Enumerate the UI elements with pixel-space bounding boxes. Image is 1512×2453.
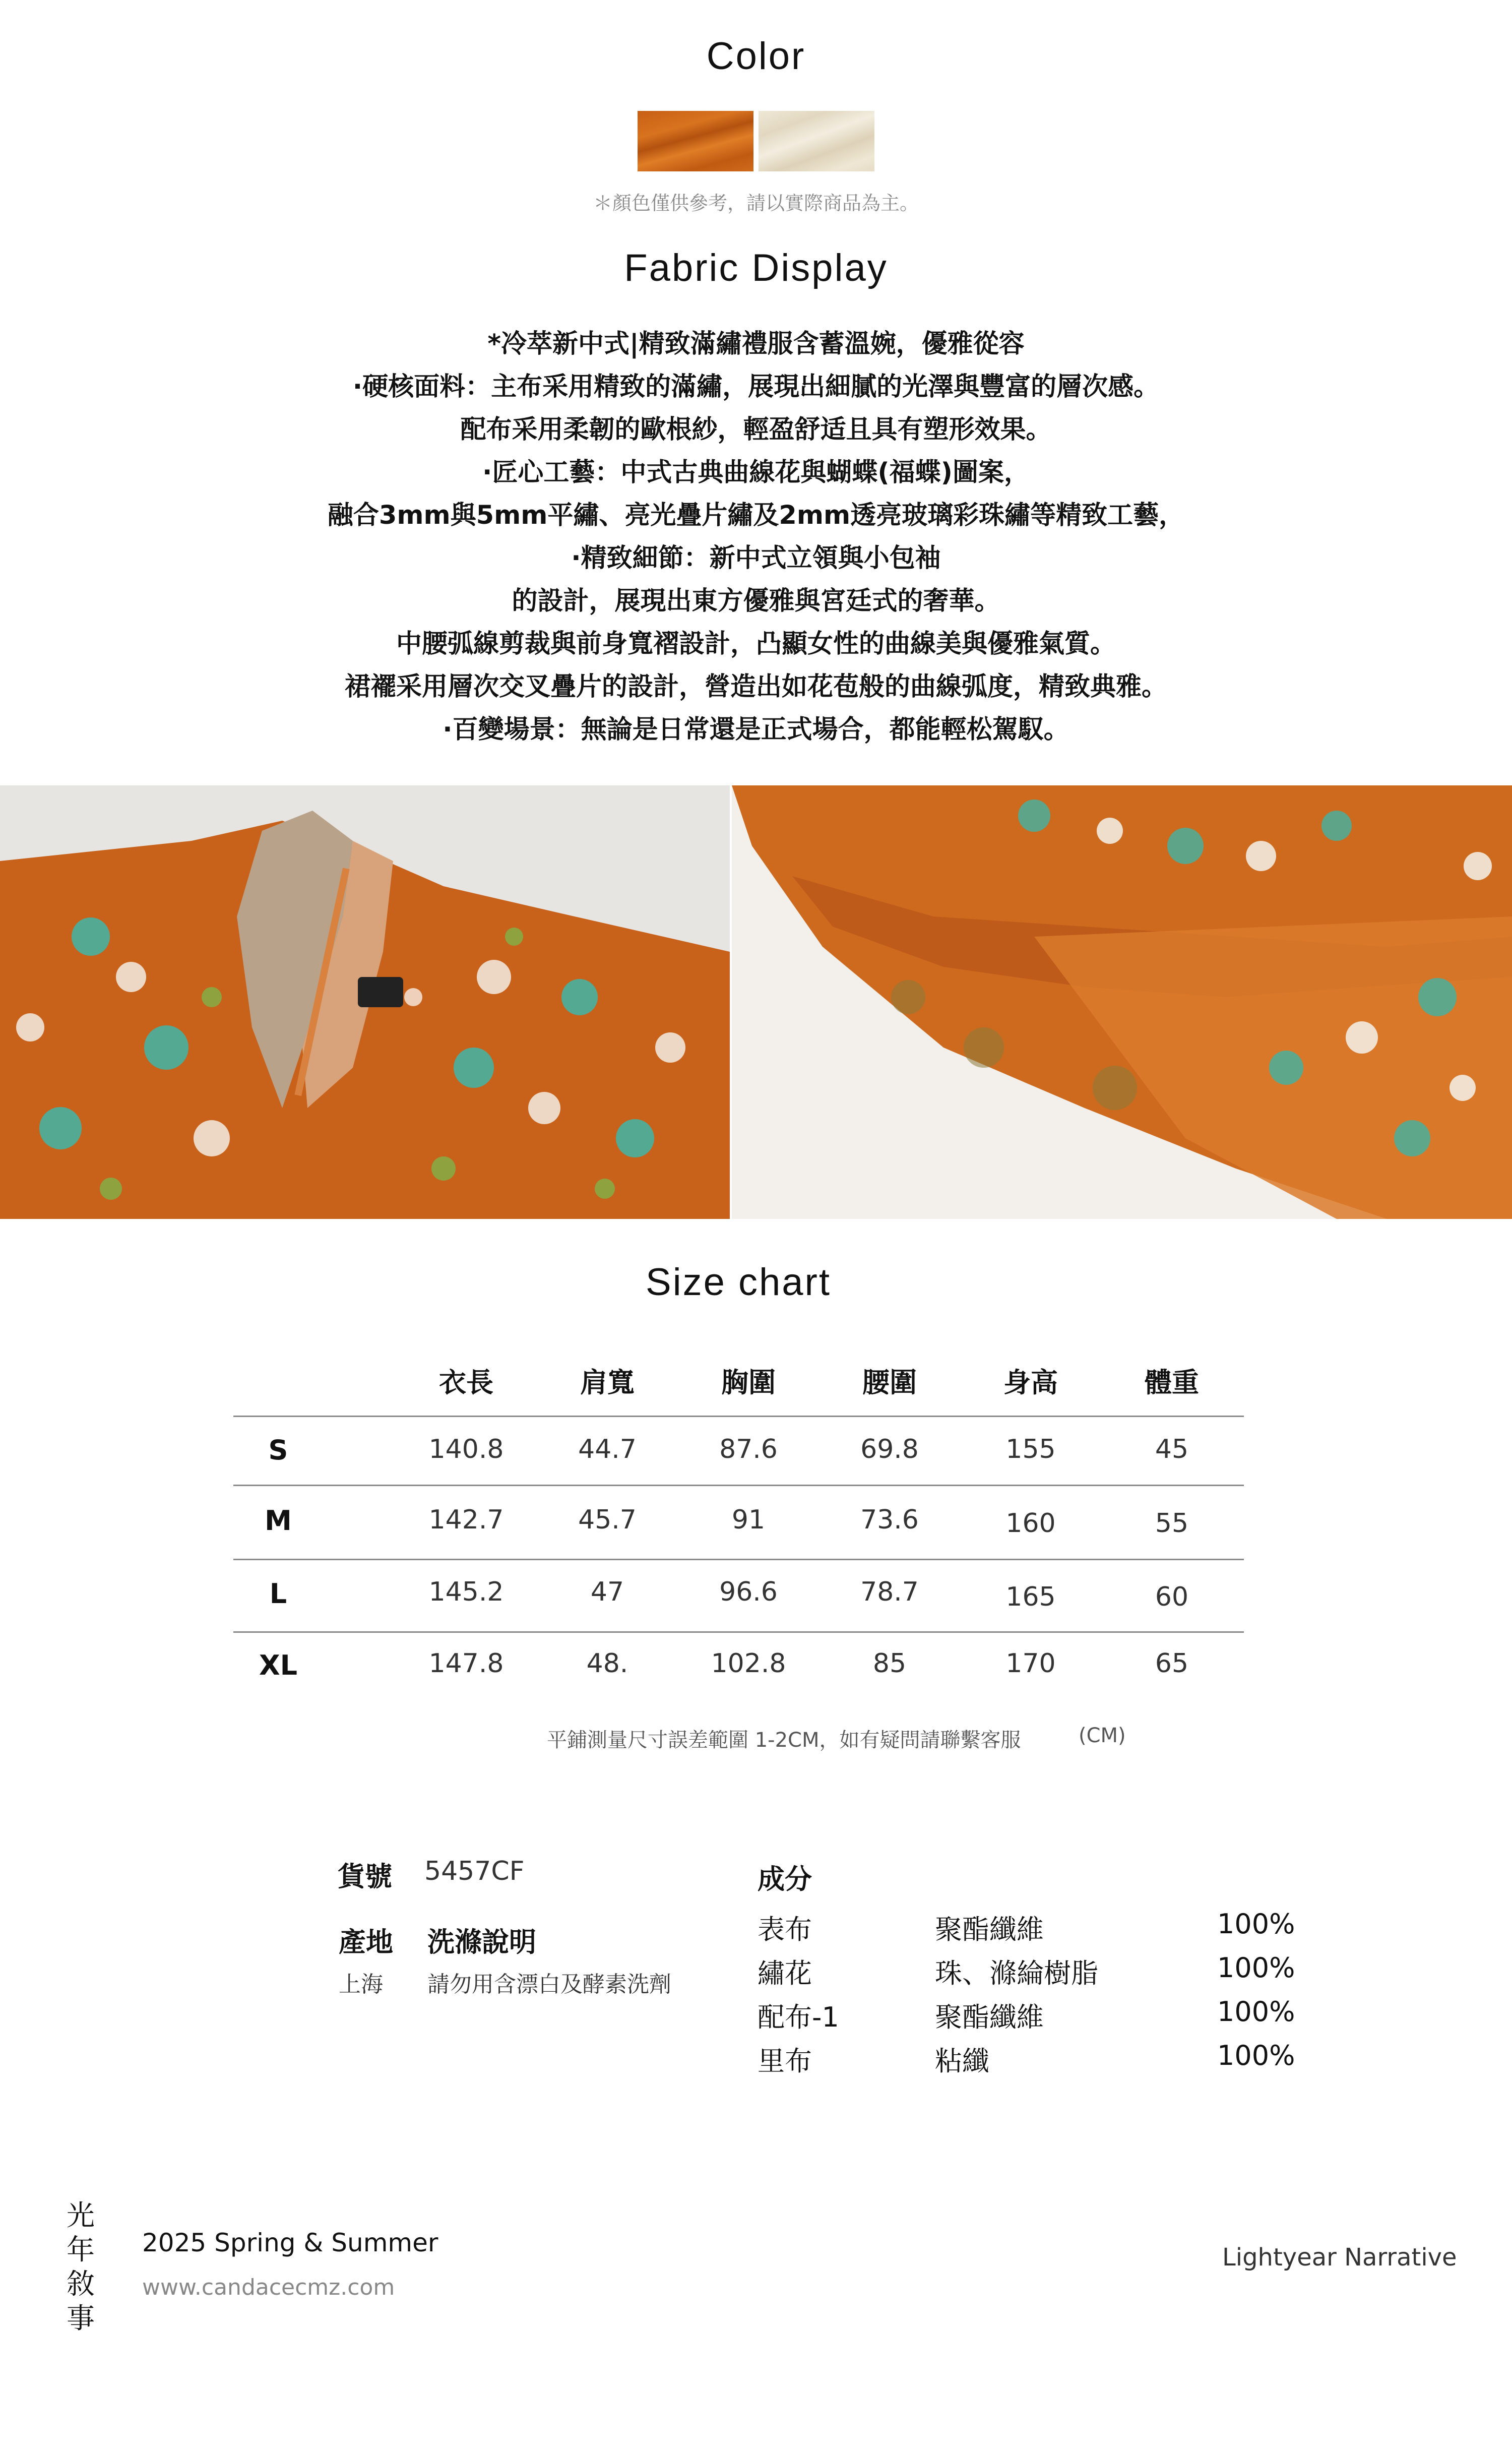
cell: 165 <box>1005 1582 1056 1612</box>
cell: 142.7 <box>428 1505 504 1535</box>
color-title: Color <box>706 35 806 78</box>
composition-material: 珠、滌綸樹脂 <box>935 1957 1098 1989</box>
cell: 78.7 <box>860 1577 919 1607</box>
cell: 55 <box>1155 1508 1189 1539</box>
brand-english-name: Lightyear Narrative <box>1222 2243 1457 2272</box>
cell: 155 <box>1005 1434 1056 1464</box>
composition-percent: 100% <box>1217 1996 1295 2028</box>
desc-line: *冷萃新中式|精致滿繡禮服含蓄溫婉，優雅從容 <box>487 329 1025 359</box>
cell: 69.8 <box>860 1434 919 1464</box>
composition-part: 里布 <box>758 2045 812 2077</box>
desc-line: 配布采用柔韌的歐根紗，輕盈舒适且具有塑形效果。 <box>460 415 1052 445</box>
composition-label: 成分 <box>758 1863 812 1895</box>
cell: 96.6 <box>719 1577 778 1607</box>
cell: 60 <box>1155 1582 1189 1612</box>
composition-percent: 100% <box>1217 1952 1295 1984</box>
size-unit: (CM) <box>1079 1724 1126 1747</box>
hem-layer-detail-photo <box>732 785 1512 1219</box>
neckline-detail-photo <box>0 785 730 1219</box>
composition-percent: 100% <box>1217 2040 1295 2071</box>
cell: 44.7 <box>578 1434 637 1464</box>
cell: 147.8 <box>428 1648 504 1679</box>
cell: 48. <box>586 1648 628 1679</box>
desc-line: 裙襬采用層次交叉疊片的設計，營造出如花苞般的曲線弧度，精致典雅。 <box>344 672 1167 702</box>
header-waist: 腰圍 <box>862 1367 917 1398</box>
composition-part: 配布-1 <box>758 2001 839 2033</box>
composition-material: 聚酯纖維 <box>935 2001 1044 2033</box>
item-no-value: 5457CF <box>424 1856 525 1886</box>
care-value: 請勿用含漂白及酵素洗劑 <box>427 1972 671 1997</box>
table-divider <box>233 1631 1244 1633</box>
cell: 45 <box>1155 1434 1189 1464</box>
size-chart-title: Size chart <box>646 1261 831 1304</box>
swatch-orange[interactable] <box>638 111 753 171</box>
desc-line: ·匠心工藝：中式古典曲線花與蝴蝶(福蝶)圖案， <box>482 458 1030 487</box>
header-shoulder: 肩寬 <box>580 1367 635 1398</box>
table-divider <box>233 1559 1244 1560</box>
origin-label: 產地 <box>339 1926 393 1958</box>
table-divider <box>233 1416 1244 1417</box>
size-note: 平鋪測量尺寸誤差範圍 1-2CM，如有疑問請聯繫客服 <box>547 1729 1021 1752</box>
cell: 87.6 <box>719 1434 778 1464</box>
brand-char: 光 <box>67 2199 95 2232</box>
item-no-label: 貨號 <box>338 1861 392 1892</box>
cell: 45.7 <box>578 1505 637 1535</box>
size-label: L <box>269 1578 287 1610</box>
cell: 47 <box>590 1577 624 1607</box>
desc-line: ·精致細節：新中式立領與小包袖 <box>571 543 941 573</box>
website-link[interactable]: www.candacecmz.com <box>142 2275 395 2300</box>
fabric-title: Fabric Display <box>624 247 888 289</box>
size-label: XL <box>259 1649 298 1681</box>
cell: 140.8 <box>428 1434 504 1464</box>
desc-line: ·硬核面料：主布采用精致的滿繡，展現出細膩的光澤與豐富的層次感。 <box>352 372 1160 402</box>
desc-line: 中腰弧線剪裁與前身寬褶設計，凸顯女性的曲線美與優雅氣質。 <box>396 629 1116 659</box>
cell: 73.6 <box>860 1505 919 1535</box>
composition-material: 粘纖 <box>935 2045 989 2077</box>
table-divider <box>233 1485 1244 1486</box>
brand-char: 年 <box>67 2234 95 2266</box>
cell: 160 <box>1005 1508 1056 1539</box>
cell: 145.2 <box>428 1577 504 1607</box>
desc-line: 的設計，展現出東方優雅與宮廷式的奢華。 <box>512 586 1000 616</box>
header-length: 衣長 <box>439 1367 493 1398</box>
composition-part: 表布 <box>758 1914 812 1945</box>
header-weight: 體重 <box>1145 1367 1199 1398</box>
color-note: ＊顏色僅供參考，請以實際商品為主。 <box>593 192 919 214</box>
header-height: 身高 <box>1003 1367 1058 1398</box>
swatch-cream[interactable] <box>759 111 874 171</box>
cell: 91 <box>731 1505 766 1535</box>
desc-line: 融合3mm與5mm平繡、亮光疊片繡及2mm透亮玻璃彩珠繡等精致工藝， <box>327 501 1185 530</box>
origin-value: 上海 <box>339 1972 383 1997</box>
header-bust: 胸圍 <box>721 1367 776 1398</box>
cell: 85 <box>872 1648 907 1679</box>
brand-char: 事 <box>67 2302 95 2335</box>
cell: 170 <box>1005 1648 1056 1679</box>
season-text: 2025 Spring & Summer <box>142 2228 438 2257</box>
cell: 102.8 <box>711 1648 786 1679</box>
composition-percent: 100% <box>1217 1908 1295 1940</box>
desc-line: ·百變場景：無論是日常還是正式場合，都能輕松駕馭。 <box>443 715 1069 745</box>
composition-part: 繡花 <box>758 1957 812 1989</box>
care-label: 洗滌說明 <box>427 1926 536 1958</box>
size-label: S <box>268 1434 288 1466</box>
cell: 65 <box>1155 1648 1189 1679</box>
brand-char: 敘 <box>67 2268 95 2301</box>
composition-material: 聚酯纖維 <box>935 1914 1044 1945</box>
size-label: M <box>265 1505 292 1537</box>
